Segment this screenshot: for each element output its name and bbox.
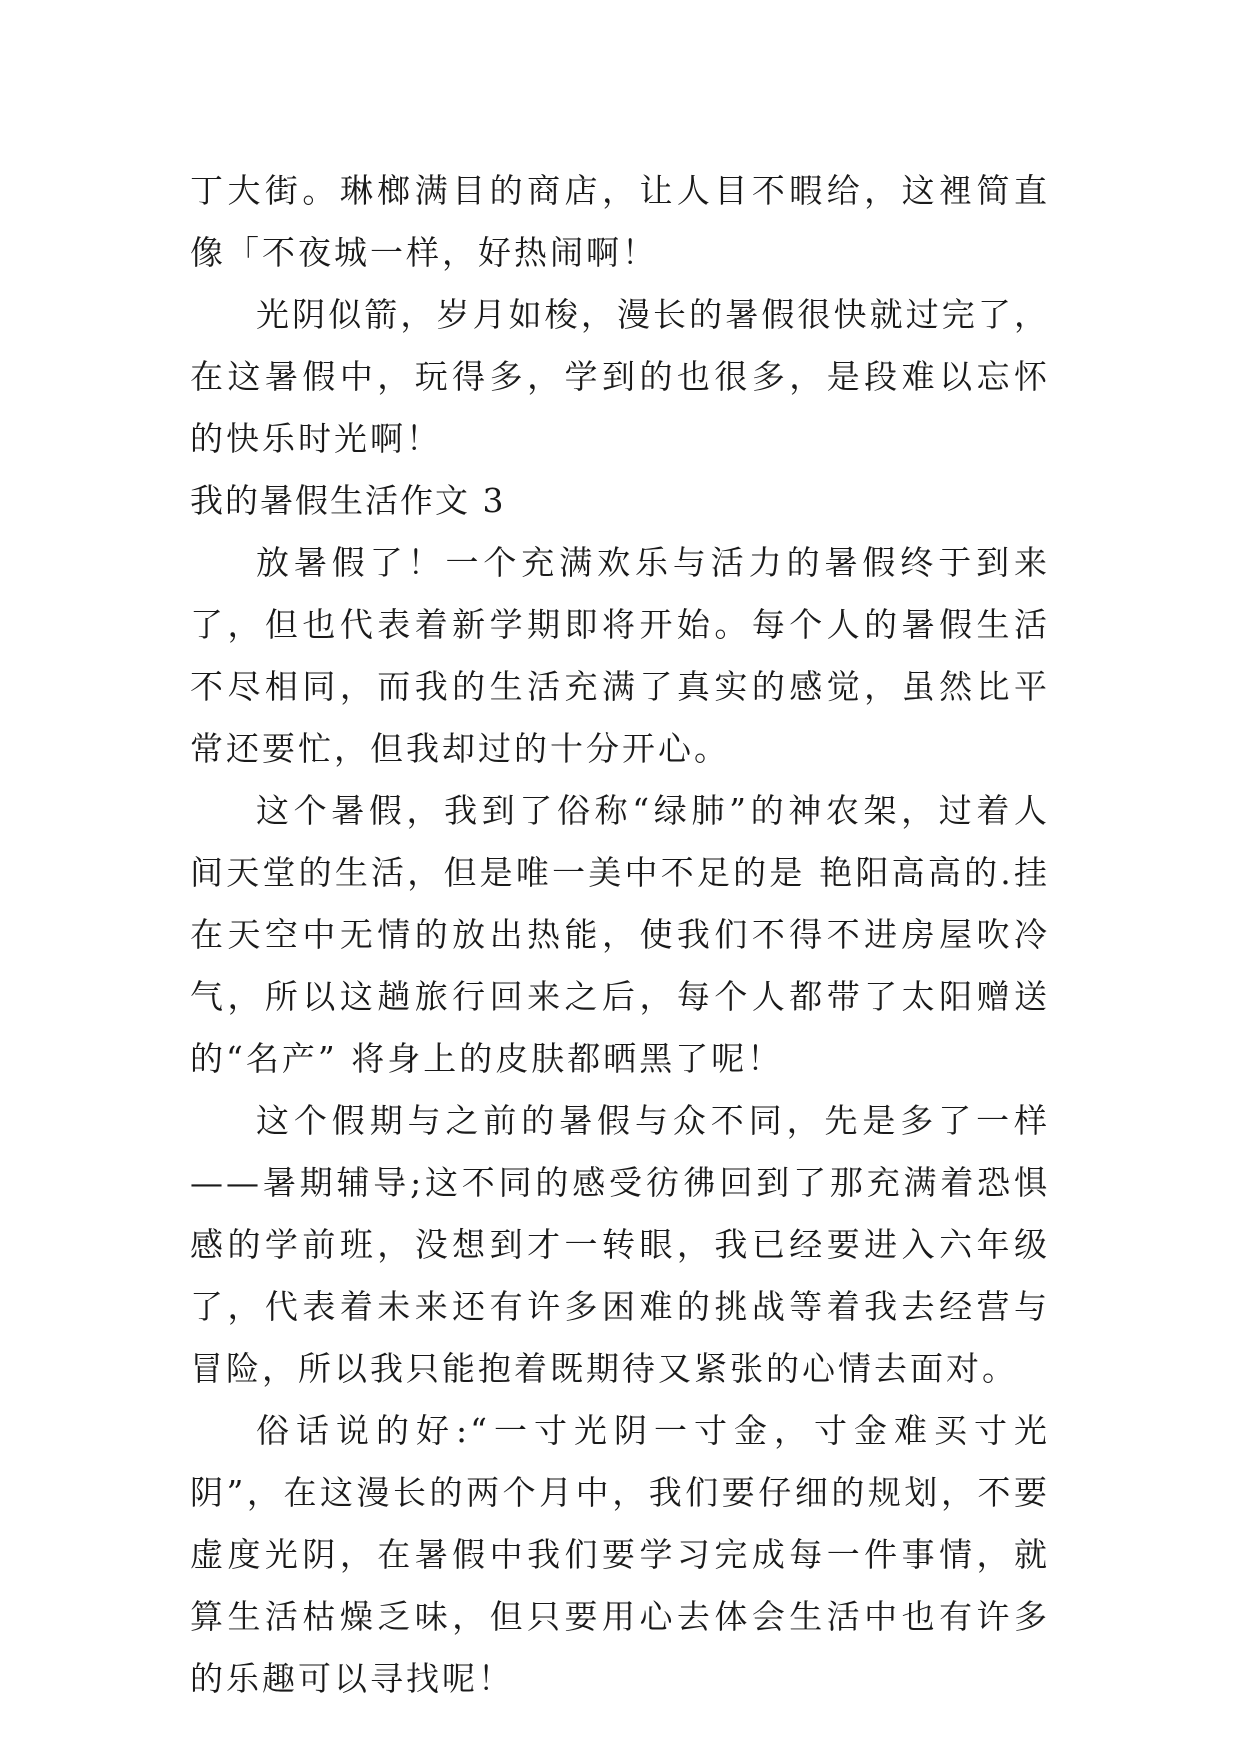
section-heading: 我的暑假生活作文 3: [190, 481, 506, 520]
paragraph: 俗话说的好:“一寸光阴一寸金，寸金难买寸光阴”，在这漫长的两个月中，我们要仔细的规划，不要虚度光阴，在暑假中我们要学习完成每一件事情，就算生活枯燥乏味，但只要用心去体会生活中也有许多的乐趣可以寻找呢！: [190, 1411, 1050, 1698]
paragraph: 放暑假了！一个充满欢乐与活力的暑假终于到来了，但也代表着新学期即将开始。每个人的暑假生活不尽相同，而我的生活充满了真实的感觉，虽然比平常还要忙，但我却过的十分开心。: [190, 543, 1050, 768]
paragraph: 这个暑假，我到了俗称“绿肺”的神农架，过着人间天堂的生活，但是唯一美中不足的是 艳阳高高的.挂在天空中无情的放出热能，使我们不得不进房屋吹冷气，所以这趟旅行回来之后，每个人都带了太阳赠送的“名产” 将身上的皮肤都晒黑了呢！: [190, 791, 1050, 1078]
paragraph-continued: 丁大街。琳榔满目的商店，让人目不暇给，这裡简直像「不夜城一样，好热闹啊！: [190, 171, 1050, 272]
paragraph: 这个假期与之前的暑假与众不同，先是多了一样——暑期辅导;这不同的感受彷彿回到了那充满着恐惧感的学前班，没想到才一转眼，我已经要进入六年级了，代表着未来还有许多困难的挑战等着我去经营与冒险，所以我只能抱着既期待又紧张的心情去面对。: [190, 1101, 1050, 1388]
document-body: [190, 160, 1050, 1710]
paragraph: 光阴似箭，岁月如梭，漫长的暑假很快就过完了，在这暑假中，玩得多，学到的也很多，是段难以忘怀的快乐时光啊！: [190, 295, 1050, 458]
